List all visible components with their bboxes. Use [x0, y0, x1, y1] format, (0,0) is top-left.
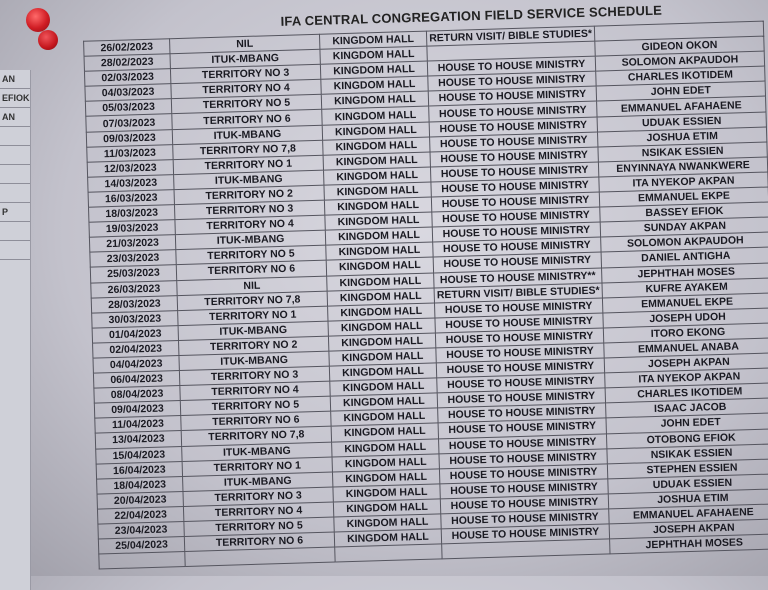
schedule-date-cell: 16/04/2023 — [96, 461, 182, 479]
schedule-conductor-cell: JOSEPH AKPAN — [609, 519, 768, 539]
schedule-conductor-cell: JEPHTHAH MOSES — [610, 534, 768, 554]
schedule-date-cell: 11/03/2023 — [87, 144, 173, 162]
schedule-activity-cell: HOUSE TO HOUSE MINISTRY — [428, 86, 596, 106]
adjacent-sheet-row: P — [0, 203, 30, 222]
schedule-activity-cell: HOUSE TO HOUSE MINISTRY — [434, 298, 602, 318]
schedule-activity-cell: HOUSE TO HOUSE MINISTRY — [430, 162, 598, 182]
adjacent-sheet — [0, 70, 31, 590]
schedule-date-cell: 25/03/2023 — [90, 265, 176, 283]
schedule-territory-cell: TERRITORY NO 7,8 — [173, 140, 323, 160]
schedule-activity-cell: HOUSE TO HOUSE MINISTRY — [427, 56, 595, 76]
schedule-activity-cell: HOUSE TO HOUSE MINISTRY — [435, 328, 603, 348]
schedule-territory-cell: TERRITORY NO 4 — [180, 381, 330, 401]
schedule-title: IFA CENTRAL CONGREGATION FIELD SERVICE SCHEDULE — [280, 2, 663, 29]
schedule-conductor-cell: JOSEPH AKPAN — [604, 353, 768, 373]
adjacent-sheet-row — [0, 241, 30, 260]
schedule-date-cell: 18/04/2023 — [97, 476, 183, 494]
schedule-conductor-cell: NSIKAK ESSIEN — [607, 444, 768, 464]
schedule-conductor-cell: OTOBONG EFIOK — [606, 428, 768, 448]
schedule-activity-cell: HOUSE TO HOUSE MINISTRY — [430, 147, 598, 167]
push-pin-icon — [26, 8, 64, 50]
schedule-conductor-cell: GIDEON OKON — [595, 36, 764, 56]
schedule-territory-cell: TERRITORY NO 1 — [173, 155, 323, 175]
schedule-date-cell: 11/04/2023 — [95, 416, 181, 434]
schedule-activity-cell: HOUSE TO HOUSE MINISTRY — [439, 449, 607, 469]
schedule-territory-cell: TERRITORY NO 1 — [182, 457, 332, 477]
schedule-territory-cell: ITUK-MBANG — [178, 321, 328, 341]
schedule-meeting-place-cell: KINGDOM HALL — [321, 76, 428, 94]
schedule-meeting-place-cell: KINGDOM HALL — [327, 272, 434, 290]
schedule-activity-cell: HOUSE TO HOUSE MINISTRY — [440, 494, 608, 514]
adjacent-sheet-row — [0, 184, 30, 203]
schedule-date-cell: 28/03/2023 — [91, 295, 177, 313]
schedule-date-cell: 06/04/2023 — [93, 371, 179, 389]
schedule-meeting-place-cell: KINGDOM HALL — [333, 484, 440, 502]
schedule-conductor-cell: JOHN EDET — [596, 81, 765, 101]
schedule-activity-cell: HOUSE TO HOUSE MINISTRY — [438, 418, 606, 438]
schedule-conductor-cell: UDUAK ESSIEN — [597, 112, 766, 132]
schedule-activity-cell: HOUSE TO HOUSE MINISTRY — [441, 509, 609, 529]
schedule-activity-cell: HOUSE TO HOUSE MINISTRY — [431, 192, 599, 212]
schedule-territory-cell: TERRITORY NO 7,8 — [177, 291, 327, 311]
schedule-table — [83, 21, 768, 570]
schedule-conductor-cell: JEPHTHAH MOSES — [602, 262, 768, 282]
schedule-date-cell: 07/03/2023 — [86, 114, 172, 132]
schedule-meeting-place-cell: KINGDOM HALL — [323, 137, 430, 155]
schedule-conductor-cell: EMMANUEL EKPE — [599, 187, 768, 207]
push-pin-base — [38, 30, 58, 50]
schedule-conductor-cell: CHARLES IKOTIDEM — [605, 383, 768, 403]
schedule-territory-cell: ITUK-MBANG — [182, 442, 332, 462]
schedule-meeting-place-cell: KINGDOM HALL — [321, 91, 428, 109]
schedule-date-cell: 26/02/2023 — [84, 39, 170, 57]
schedule-conductor-cell: EMMANUEL ANABA — [604, 338, 768, 358]
schedule-territory-cell: TERRITORY NO 7,8 — [181, 427, 331, 447]
schedule-territory-cell — [185, 547, 335, 567]
schedule-conductor-cell: BASSEY EFIOK — [600, 202, 768, 222]
schedule-meeting-place-cell: KINGDOM HALL — [330, 378, 437, 396]
schedule-date-cell: 13/04/2023 — [95, 431, 181, 449]
schedule-meeting-place-cell: KINGDOM HALL — [326, 242, 433, 260]
schedule-territory-cell: NIL — [177, 276, 327, 296]
schedule-date-cell: 23/03/2023 — [90, 250, 176, 268]
schedule-date-cell: 14/03/2023 — [88, 174, 174, 192]
schedule-date-cell: 04/04/2023 — [93, 356, 179, 374]
schedule-date-cell: 28/02/2023 — [84, 54, 170, 72]
schedule-meeting-place-cell: KINGDOM HALL — [327, 288, 434, 306]
schedule-date-cell: 30/03/2023 — [92, 310, 178, 328]
schedule-territory-cell: TERRITORY NO 3 — [179, 366, 329, 386]
schedule-activity-cell: HOUSE TO HOUSE MINISTRY — [433, 237, 601, 257]
schedule-territory-cell: TERRITORY NO 6 — [172, 110, 322, 130]
schedule-date-cell: 21/03/2023 — [89, 235, 175, 253]
adjacent-sheet-row — [0, 146, 30, 165]
schedule-meeting-place-cell: KINGDOM HALL — [332, 438, 439, 456]
schedule-territory-cell: TERRITORY NO 5 — [184, 517, 334, 537]
schedule-meeting-place-cell: KINGDOM HALL — [319, 31, 426, 49]
adjacent-sheet-row — [0, 127, 30, 146]
schedule-territory-cell: TERRITORY NO 2 — [178, 336, 328, 356]
schedule-date-cell: 23/04/2023 — [98, 521, 184, 539]
schedule-conductor-cell: ITA NYEKOP AKPAN — [599, 172, 768, 192]
schedule-meeting-place-cell: KINGDOM HALL — [334, 529, 441, 547]
schedule-conductor-cell: SOLOMON AKPAUDOH — [595, 51, 764, 71]
schedule-meeting-place-cell: KINGDOM HALL — [328, 333, 435, 351]
schedule-meeting-place-cell: KINGDOM HALL — [324, 167, 431, 185]
schedule-activity-cell: HOUSE TO HOUSE MINISTRY — [439, 433, 607, 453]
schedule-territory-cell: ITUK-MBANG — [175, 230, 325, 250]
adjacent-sheet-row: AN — [0, 108, 30, 127]
schedule-date-cell: 20/04/2023 — [97, 491, 183, 509]
schedule-date-cell: 22/04/2023 — [97, 506, 183, 524]
schedule-activity-cell: RETURN VISIT/ BIBLE STUDIES* — [434, 283, 602, 303]
schedule-conductor-cell: JOHN EDET — [606, 413, 768, 433]
schedule-meeting-place-cell: KINGDOM HALL — [330, 393, 437, 411]
schedule-conductor-cell: ENYINNAYA NWANKWERE — [598, 157, 767, 177]
schedule-date-cell: 12/03/2023 — [87, 159, 173, 177]
schedule-activity-cell: HOUSE TO HOUSE MINISTRY — [433, 252, 601, 272]
schedule-date-cell: 19/03/2023 — [89, 220, 175, 238]
schedule-activity-cell: HOUSE TO HOUSE MINISTRY — [436, 343, 604, 363]
schedule-activity-cell: HOUSE TO HOUSE MINISTRY — [438, 403, 606, 423]
schedule-date-cell: 01/04/2023 — [92, 325, 178, 343]
schedule-meeting-place-cell: KINGDOM HALL — [332, 469, 439, 487]
schedule-territory-cell: ITUK-MBANG — [170, 49, 320, 69]
schedule-conductor-cell: CHARLES IKOTIDEM — [596, 66, 765, 86]
schedule-territory-cell: NIL — [170, 34, 320, 54]
schedule-territory-cell: ITUK-MBANG — [179, 351, 329, 371]
schedule-meeting-place-cell: KINGDOM HALL — [323, 152, 430, 170]
schedule-date-cell: 04/03/2023 — [85, 84, 171, 102]
schedule-date-cell: 09/03/2023 — [86, 129, 172, 147]
schedule-activity-cell: HOUSE TO HOUSE MINISTRY — [437, 388, 605, 408]
schedule-activity-cell: HOUSE TO HOUSE MINISTRY — [441, 524, 609, 544]
schedule-activity-cell: HOUSE TO HOUSE MINISTRY — [439, 464, 607, 484]
schedule-conductor-cell: STEPHEN ESSIEN — [607, 459, 768, 479]
schedule-meeting-place-cell: KINGDOM HALL — [324, 182, 431, 200]
schedule-meeting-place-cell: KINGDOM HALL — [333, 499, 440, 517]
schedule-activity-cell: HOUSE TO HOUSE MINISTRY — [429, 117, 597, 137]
schedule-meeting-place-cell: KINGDOM HALL — [322, 122, 429, 140]
schedule-date-cell — [99, 552, 185, 570]
schedule-activity-cell: HOUSE TO HOUSE MINISTRY — [432, 207, 600, 227]
schedule-territory-cell: ITUK-MBANG — [172, 125, 322, 145]
schedule-date-cell: 15/04/2023 — [96, 446, 182, 464]
schedule-territory-cell: TERRITORY NO 6 — [176, 261, 326, 281]
schedule-meeting-place-cell: KINGDOM HALL — [326, 257, 433, 275]
push-pin-head — [26, 8, 50, 32]
schedule-conductor-cell: UDUAK ESSIEN — [608, 474, 768, 494]
schedule-activity-cell: HOUSE TO HOUSE MINISTRY — [432, 222, 600, 242]
schedule-conductor-cell: SUNDAY AKPAN — [600, 217, 768, 237]
schedule-sheet — [62, 0, 768, 586]
schedule-meeting-place-cell — [335, 544, 442, 562]
schedule-territory-cell: TERRITORY NO 3 — [170, 64, 320, 84]
schedule-conductor-cell: ISAAC JACOB — [606, 398, 768, 418]
schedule-territory-cell: TERRITORY NO 4 — [171, 80, 321, 100]
schedule-territory-cell: TERRITORY NO 1 — [178, 306, 328, 326]
schedule-date-cell: 09/04/2023 — [94, 401, 180, 419]
schedule-territory-cell: TERRITORY NO 6 — [184, 532, 334, 552]
schedule-meeting-place-cell: KINGDOM HALL — [334, 514, 441, 532]
schedule-table-body — [84, 21, 768, 569]
schedule-date-cell: 02/03/2023 — [84, 69, 170, 87]
schedule-territory-cell: TERRITORY NO 5 — [171, 95, 321, 115]
schedule-conductor-cell: JOSEPH UDOH — [603, 308, 768, 328]
adjacent-sheet-row: EFIOK — [0, 89, 30, 108]
adjacent-sheet-row — [0, 165, 30, 184]
schedule-conductor-cell: DANIEL ANTIGHA — [601, 247, 768, 267]
schedule-conductor-cell: JOSHUA ETIM — [608, 489, 768, 509]
schedule-meeting-place-cell: KINGDOM HALL — [329, 348, 436, 366]
schedule-date-cell: 16/03/2023 — [88, 190, 174, 208]
schedule-meeting-place-cell: KINGDOM HALL — [325, 227, 432, 245]
schedule-conductor-cell: EMMANUEL AFAHAENE — [597, 97, 766, 117]
schedule-activity-cell: HOUSE TO HOUSE MINISTRY — [436, 358, 604, 378]
schedule-territory-cell: TERRITORY NO 6 — [181, 411, 331, 431]
schedule-meeting-place-cell: KINGDOM HALL — [324, 197, 431, 215]
schedule-date-cell: 26/03/2023 — [91, 280, 177, 298]
schedule-activity-cell: HOUSE TO HOUSE MINISTRY — [437, 373, 605, 393]
schedule-date-cell: 05/03/2023 — [85, 99, 171, 117]
schedule-meeting-place-cell: KINGDOM HALL — [325, 212, 432, 230]
schedule-conductor-cell: ITA NYEKOP AKPAN — [605, 368, 768, 388]
schedule-meeting-place-cell: KINGDOM HALL — [320, 46, 427, 64]
schedule-activity-cell: HOUSE TO HOUSE MINISTRY** — [434, 267, 602, 287]
schedule-activity-cell: HOUSE TO HOUSE MINISTRY — [435, 313, 603, 333]
schedule-meeting-place-cell: KINGDOM HALL — [331, 423, 438, 441]
schedule-conductor-cell: EMMANUEL AFAHAENE — [609, 504, 768, 524]
schedule-meeting-place-cell: KINGDOM HALL — [332, 454, 439, 472]
schedule-date-cell: 25/04/2023 — [98, 537, 184, 555]
schedule-meeting-place-cell: KINGDOM HALL — [322, 107, 429, 125]
schedule-activity-cell: HOUSE TO HOUSE MINISTRY — [429, 102, 597, 122]
schedule-date-cell: 08/04/2023 — [94, 386, 180, 404]
schedule-territory-cell: TERRITORY NO 4 — [183, 502, 333, 522]
schedule-conductor-cell: JOSHUA ETIM — [597, 127, 766, 147]
schedule-meeting-place-cell: KINGDOM HALL — [320, 61, 427, 79]
schedule-activity-cell: HOUSE TO HOUSE MINISTRY — [431, 177, 599, 197]
schedule-meeting-place-cell: KINGDOM HALL — [329, 363, 436, 381]
schedule-activity-cell: RETURN VISIT/ BIBLE STUDIES* — [426, 26, 594, 46]
schedule-territory-cell: TERRITORY NO 5 — [176, 245, 326, 265]
schedule-conductor-cell: ITORO EKONG — [603, 323, 768, 343]
schedule-conductor-cell: SOLOMON AKPAUDOH — [601, 232, 768, 252]
schedule-activity-cell: HOUSE TO HOUSE MINISTRY — [430, 132, 598, 152]
schedule-territory-cell: ITUK-MBANG — [174, 170, 324, 190]
schedule-territory-cell: TERRITORY NO 2 — [174, 185, 324, 205]
schedule-conductor-cell: NSIKAK ESSIEN — [598, 142, 767, 162]
adjacent-sheet-row — [0, 222, 30, 241]
schedule-activity-cell: HOUSE TO HOUSE MINISTRY — [440, 479, 608, 499]
schedule-activity-cell: HOUSE TO HOUSE MINISTRY — [428, 71, 596, 91]
schedule-territory-cell: ITUK-MBANG — [183, 472, 333, 492]
adjacent-sheet-row: AN — [0, 70, 30, 89]
schedule-date-cell: 02/04/2023 — [93, 340, 179, 358]
schedule-territory-cell: TERRITORY NO 3 — [183, 487, 333, 507]
schedule-date-cell: 18/03/2023 — [89, 205, 175, 223]
schedule-conductor-cell: KUFRE AYAKEM — [602, 278, 768, 298]
schedule-meeting-place-cell: KINGDOM HALL — [331, 408, 438, 426]
schedule-meeting-place-cell: KINGDOM HALL — [328, 318, 435, 336]
schedule-territory-cell: TERRITORY NO 4 — [175, 215, 325, 235]
schedule-conductor-cell: EMMANUEL EKPE — [602, 293, 768, 313]
schedule-territory-cell: TERRITORY NO 3 — [174, 200, 324, 220]
schedule-territory-cell: TERRITORY NO 5 — [180, 396, 330, 416]
schedule-meeting-place-cell: KINGDOM HALL — [328, 303, 435, 321]
